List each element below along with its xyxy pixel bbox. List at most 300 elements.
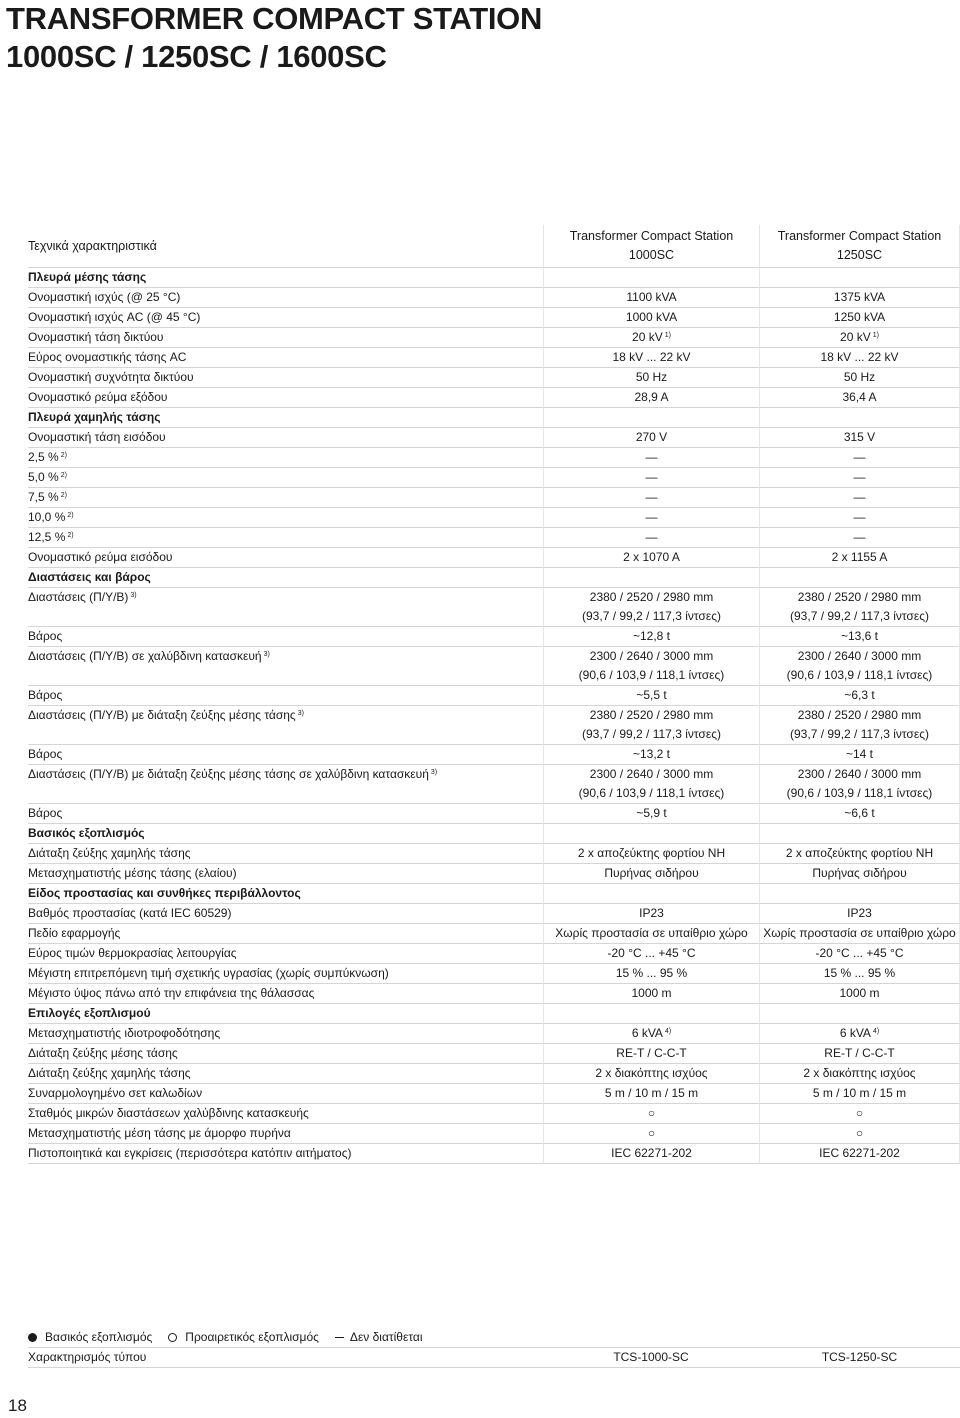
header-col-2-line-2: 1250SC [836,248,883,262]
row-label [28,268,543,288]
title-line-1: TRANSFORMER COMPACT STATION [6,1,543,36]
row-label [28,1144,543,1164]
value-1250sc-line-2: (90,6 / 103,9 / 118,1 ίντσες) [786,668,933,682]
value-1250sc-line-1 [760,308,959,327]
value-1000sc-line-1 [544,1044,759,1063]
value-1000sc-line-1 [544,745,759,764]
value-1000sc-text: IP23 [639,906,664,920]
row-label-text: Βάρος [28,688,63,702]
value-1000sc [543,647,759,686]
table-row [28,508,960,528]
row-label-text: Διάταξη ζεύξης μέσης τάσης [28,1046,178,1060]
value-1250sc-text: — [853,450,866,464]
value-1000sc [543,468,759,488]
value-1000sc-line-1 [544,308,759,327]
value-1000sc-text: 270 V [635,430,668,444]
value-1250sc [759,627,960,647]
table-row [28,765,960,804]
row-label [28,528,543,548]
row-label [28,488,543,508]
table-row [28,706,960,745]
value-1000sc [543,568,759,588]
value-1250sc-text: 2380 / 2520 / 2980 mm [797,590,922,604]
value-1250sc-line-1 [760,647,959,666]
row-label-text: Ονομαστική τάση δικτύου [28,330,164,344]
value-1250sc-line-1 [760,765,959,784]
value-1000sc [543,1064,759,1084]
footnote-marker: 3) [263,651,270,658]
value-1250sc [759,408,960,428]
row-label-text: Μετασχηματιστής ιδιοτροφοδότησης [28,1026,221,1040]
legend [28,1328,960,1368]
value-1250sc [759,348,960,368]
row-label-text: Διάταξη ζεύξης χαμηλής τάσης [28,1066,191,1080]
row-label-text: Διαστάσεις (Π/Υ/Β) [28,590,129,604]
value-1000sc-line-1 [544,944,759,963]
footnote-marker: 2) [60,472,67,479]
value-1250sc-line-1 [760,864,959,883]
type-designation-1000: TCS-1000-SC [613,1350,689,1364]
table-row [28,528,960,548]
footnote-marker: 2) [67,512,74,519]
value-1250sc-line-2: (93,7 / 99,2 / 117,3 ίντσες) [790,727,929,741]
value-1250sc-line-1 [760,588,959,607]
value-1250sc-text: 36,4 A [842,390,877,404]
value-1250sc-line-1 [760,1104,959,1123]
value-1250sc-text: 5 m / 10 m / 15 m [812,1086,907,1100]
row-label-text: Πεδίο εφαρμογής [28,926,121,940]
row-label-text: Μετασχηματιστής μέση τάσης με άμορφο πυρήνα [28,1126,291,1140]
value-1000sc-line-1 [544,627,759,646]
row-label-text: Ονομαστικό ρεύμα εισόδου [28,550,173,564]
value-1000sc-line-1 [544,686,759,705]
table-row [28,864,960,884]
value-1250sc-text: 15 % ... 95 % [823,966,896,980]
row-label [28,508,543,528]
value-1250sc [759,288,960,308]
value-1000sc [543,348,759,368]
row-label [28,1124,543,1144]
value-1000sc [543,745,759,765]
value-1250sc [759,1024,960,1044]
value-1000sc-text: 2380 / 2520 / 2980 mm [589,590,714,604]
value-1250sc-text: ~14 t [845,747,874,761]
value-1250sc-line-1 [760,1044,959,1063]
title-line-2: 1000SC / 1250SC / 1600SC [6,39,387,74]
value-1250sc [759,844,960,864]
value-1250sc-text: 18 kV ... 22 kV [820,350,899,364]
value-1000sc-line-1 [544,1064,759,1083]
table-row [28,368,960,388]
value-1250sc-text: Πυρήνας σιδήρου [812,866,907,880]
value-1250sc-line-1 [760,468,959,487]
value-1000sc-line-1 [544,1104,759,1123]
value-1250sc-text: — [853,510,866,524]
value-1250sc-line-1 [760,745,959,764]
row-label [28,647,543,686]
value-1000sc-text: 18 kV ... 22 kV [612,350,691,364]
row-label-text: Ονομαστική τάση εισόδου [28,430,166,444]
row-label-text: Διάταξη ζεύξης χαμηλής τάσης [28,846,191,860]
table-row [28,468,960,488]
footnote-marker: 2) [60,492,67,499]
value-1250sc [759,647,960,686]
value-1250sc [759,1104,960,1124]
value-1000sc [543,686,759,706]
value-1250sc-text: ○ [855,1106,864,1120]
value-1000sc [543,588,759,627]
row-label-text: Μετασχηματιστής μέσης τάσης (ελαίου) [28,866,237,880]
row-label [28,348,543,368]
value-1250sc-line-1 [760,627,959,646]
row-label [28,804,543,824]
value-1000sc-line-1 [544,864,759,883]
value-1000sc [543,428,759,448]
row-label [28,864,543,884]
row-label [28,884,543,904]
value-1000sc-text: 15 % ... 95 % [615,966,688,980]
value-1250sc [759,944,960,964]
page-title [6,0,542,76]
type-designation-1250: TCS-1250-SC [821,1350,898,1364]
value-1000sc [543,1144,759,1164]
footnote-marker: 2) [67,532,74,539]
value-1000sc-text: 20 kV [632,330,663,344]
value-1000sc-line-2: (93,7 / 99,2 / 117,3 ίντσες) [582,727,721,741]
section-header-row [28,408,960,428]
value-1000sc [543,944,759,964]
table-row [28,844,960,864]
value-1250sc [759,765,960,804]
value-1000sc-text: RE-T / C-C-T [616,1046,687,1060]
table-row [28,924,960,944]
value-1250sc-line-1 [760,706,959,725]
value-1250sc-text: — [853,530,866,544]
value-1250sc-text: 1250 kVA [833,310,886,324]
value-1000sc-text: 2 x αποζεύκτης φορτίου NH [577,846,726,860]
value-1250sc-line-1 [760,548,959,567]
table-row [28,348,960,368]
value-1250sc [759,588,960,627]
value-1250sc [759,864,960,884]
row-label-text: Συναρμολογημένο σετ καλωδίων [28,1086,203,1100]
value-1250sc [759,884,960,904]
row-label [28,468,543,488]
value-1000sc-line-1 [544,844,759,863]
value-1000sc-line-1 [544,508,759,527]
value-1250sc [759,745,960,765]
value-1250sc-line-1 [760,1024,959,1043]
row-label [28,904,543,924]
value-1250sc [759,448,960,468]
value-1250sc [759,1084,960,1104]
value-1000sc-line-1 [544,1124,759,1143]
value-1250sc [759,1144,960,1164]
row-label [28,924,543,944]
row-label-text: Επιλογές εξοπλισμού [28,1006,151,1020]
value-1000sc-text: 2300 / 2640 / 3000 mm [589,767,714,781]
row-label [28,686,543,706]
row-label [28,328,543,348]
row-label [28,548,543,568]
value-1250sc-text: 2 x διακόπτης ισχύος [803,1066,916,1080]
value-1000sc [543,408,759,428]
row-label-text: Διαστάσεις (Π/Υ/Β) σε χαλύβδινη κατασκευή [28,649,262,663]
value-1000sc-text: 28,9 A [634,390,669,404]
row-label-text: Βασικός εξοπλισμός [28,826,145,840]
value-1000sc [543,1004,759,1024]
value-1000sc-line-1 [544,765,759,784]
value-1250sc-line-1 [760,804,959,823]
value-1000sc-text: ~13,2 t [632,747,671,761]
value-1000sc-text: 50 Hz [635,370,668,384]
table-row [28,647,960,686]
legend-line [28,1328,960,1348]
row-label [28,308,543,328]
value-1250sc [759,388,960,408]
value-1250sc-text: 2 x αποζεύκτης φορτίου NH [785,846,934,860]
value-1250sc-line-1 [760,844,959,863]
value-1250sc [759,984,960,1004]
header-col-2-line-1: Transformer Compact Station [777,229,942,243]
value-1250sc [759,706,960,745]
row-label-text: 12,5 % [28,530,66,544]
value-1000sc-text: 2 x 1070 A [623,550,680,564]
table-row [28,488,960,508]
value-1250sc [759,268,960,288]
value-1250sc-text: 2300 / 2640 / 3000 mm [797,767,922,781]
value-1250sc-text: — [853,490,866,504]
footnote-marker: 4) [664,1028,672,1035]
table-row [28,308,960,328]
value-1250sc [759,824,960,844]
value-1000sc-line-1 [544,468,759,487]
row-label-text: Βάρος [28,629,63,643]
row-label-text: Βάρος [28,806,63,820]
table-row [28,1084,960,1104]
type-designation-label: Χαρακτηρισμός τύπου [28,1350,147,1364]
value-1000sc-line-2: (90,6 / 103,9 / 118,1 ίντσες) [578,786,725,800]
value-1250sc-text: 20 kV [840,330,871,344]
value-1250sc-text: -20 °C ... +45 °C [815,946,904,960]
row-label-text: Μέγιστο ύψος πάνω από την επιφάνεια της θάλασσας [28,986,315,1000]
table-header-row [28,225,960,268]
section-header-row [28,1004,960,1024]
footnote-marker: 3) [430,769,438,776]
table-row [28,1124,960,1144]
value-1250sc-line-1 [760,288,959,307]
value-1000sc-line-1 [544,964,759,983]
value-1250sc-line-2: (93,7 / 99,2 / 117,3 ίντσες) [790,609,929,623]
table-row [28,288,960,308]
value-1000sc-text: 1000 m [631,986,672,1000]
row-label [28,388,543,408]
value-1000sc-text: -20 °C ... +45 °C [607,946,696,960]
value-1250sc-line-1 [760,686,959,705]
value-1000sc-text: 6 kVA [631,1026,663,1040]
value-1000sc-text: — [645,470,658,484]
row-label-text: Πιστοποιητικά και εγκρίσεις (περισσότερα κατόπιν αιτήματος) [28,1146,352,1160]
value-1250sc [759,528,960,548]
value-1250sc-line-1 [760,328,959,347]
row-label-text: 5,0 % [28,470,59,484]
value-1250sc-line-1 [760,984,959,1003]
value-1250sc-text: Χωρίς προστασία σε υπαίθριο χώρο [763,926,956,940]
spec-table [28,225,960,1164]
table-row [28,1044,960,1064]
value-1000sc [543,1044,759,1064]
value-1000sc [543,706,759,745]
value-1000sc [543,368,759,388]
row-label-text: Πλευρά μέσης τάσης [28,270,147,284]
value-1000sc-line-2: (90,6 / 103,9 / 118,1 ίντσες) [578,668,725,682]
value-1250sc [759,508,960,528]
value-1000sc [543,864,759,884]
row-label [28,448,543,468]
value-1250sc-line-1 [760,904,959,923]
table-row [28,548,960,568]
value-1000sc-line-1 [544,1024,759,1043]
table-row [28,627,960,647]
table-row [28,1104,960,1124]
row-label [28,1084,543,1104]
row-label-text: 2,5 % [28,450,59,464]
value-1000sc-line-1 [544,588,759,607]
filled-circle-icon [28,1333,37,1342]
value-1250sc-line-1 [760,1084,959,1103]
value-1250sc-text: IP23 [847,906,872,920]
value-1000sc [543,328,759,348]
row-label [28,428,543,448]
dash-icon [335,1337,344,1338]
value-1250sc [759,428,960,448]
value-1250sc-text: RE-T / C-C-T [824,1046,895,1060]
legend-not-available [335,1328,423,1347]
value-1250sc-text: 1375 kVA [833,290,886,304]
value-1000sc [543,765,759,804]
value-1250sc-line-1 [760,368,959,387]
header-label: Τεχνικά χαρακτηριστικά [28,225,543,268]
row-label-text: 10,0 % [28,510,66,524]
value-1250sc [759,468,960,488]
value-1250sc-text: 1000 m [839,986,880,1000]
value-1000sc-line-1 [544,706,759,725]
value-1000sc [543,1104,759,1124]
value-1000sc [543,548,759,568]
row-label-text: Μέγιστη επιτρεπόμενη τιμή σχετικής υγρασίας (χωρίς συμπύκνωση) [28,966,389,980]
row-label-text: Διαστάσεις (Π/Υ/Β) με διάταξη ζεύξης μέσης τάσης σε χαλύβδινη κατασκευή [28,767,429,781]
value-1250sc [759,964,960,984]
row-label [28,627,543,647]
section-header-row [28,884,960,904]
value-1250sc-line-1 [760,488,959,507]
row-label-text: Ονομαστική ισχύς (@ 25 °C) [28,290,181,304]
table-row [28,944,960,964]
value-1250sc-line-1 [760,388,959,407]
value-1000sc [543,844,759,864]
footnote-marker: 3) [130,592,137,599]
value-1250sc-text: 50 Hz [843,370,876,384]
value-1000sc-line-1 [544,328,759,347]
value-1250sc-text: 2300 / 2640 / 3000 mm [797,649,922,663]
value-1000sc [543,288,759,308]
value-1000sc-text: 2 x διακόπτης ισχύος [595,1066,708,1080]
value-1000sc [543,904,759,924]
value-1000sc-text: ○ [647,1106,656,1120]
value-1000sc-text: 1000 kVA [625,310,678,324]
value-1000sc-text: ~5,5 t [636,688,667,702]
row-label-text: Πλευρά χαμηλής τάσης [28,410,161,424]
value-1250sc-line-1 [760,428,959,447]
value-1000sc-text: — [645,510,658,524]
value-1000sc-text: 1100 kVA [626,290,677,304]
open-circle-icon [168,1333,177,1342]
table-row [28,388,960,408]
value-1000sc-text: 5 m / 10 m / 15 m [604,1086,699,1100]
table-row [28,1144,960,1164]
legend-optional [168,1328,319,1347]
value-1000sc [543,388,759,408]
row-label [28,588,543,627]
value-1250sc-text: 6 kVA [839,1026,871,1040]
value-1000sc [543,488,759,508]
value-1000sc [543,1024,759,1044]
value-1250sc-text: IEC 62271-202 [819,1146,900,1160]
value-1000sc [543,627,759,647]
value-1000sc [543,924,759,944]
value-1000sc [543,1124,759,1144]
value-1000sc-line-1 [544,288,759,307]
value-1250sc [759,1004,960,1024]
value-1000sc-line-1 [544,548,759,567]
value-1250sc [759,308,960,328]
value-1250sc [759,1064,960,1084]
value-1000sc-text: — [645,530,658,544]
footnote-marker: 2) [60,452,67,459]
value-1000sc-line-1 [544,448,759,467]
table-row [28,328,960,348]
value-1000sc-line-1 [544,904,759,923]
value-1000sc [543,964,759,984]
row-label [28,1024,543,1044]
value-1250sc-line-1 [760,924,959,943]
table-row [28,904,960,924]
value-1250sc-text: 2380 / 2520 / 2980 mm [797,708,922,722]
row-label [28,288,543,308]
value-1250sc-line-1 [760,964,959,983]
table-row [28,964,960,984]
row-label-text: Βαθμός προστασίας (κατά IEC 60529) [28,906,232,920]
section-header-row [28,268,960,288]
legend-standard-label: Βασικός εξοπλισμός [45,1330,153,1344]
footnote-marker: 1) [872,332,879,339]
value-1000sc-line-1 [544,528,759,547]
table-row [28,745,960,765]
value-1000sc-line-1 [544,924,759,943]
row-label-text: Εύρος τιμών θερμοκρασίας λειτουργίας [28,946,237,960]
row-label [28,984,543,1004]
value-1000sc-text: Πυρήνας σιδήρου [604,866,699,880]
value-1250sc [759,804,960,824]
value-1250sc [759,368,960,388]
value-1000sc-line-1 [544,804,759,823]
table-row [28,428,960,448]
table-row [28,804,960,824]
row-label-text: Βάρος [28,747,63,761]
row-label [28,568,543,588]
value-1000sc-line-2: (93,7 / 99,2 / 117,3 ίντσες) [582,609,721,623]
table-row [28,686,960,706]
